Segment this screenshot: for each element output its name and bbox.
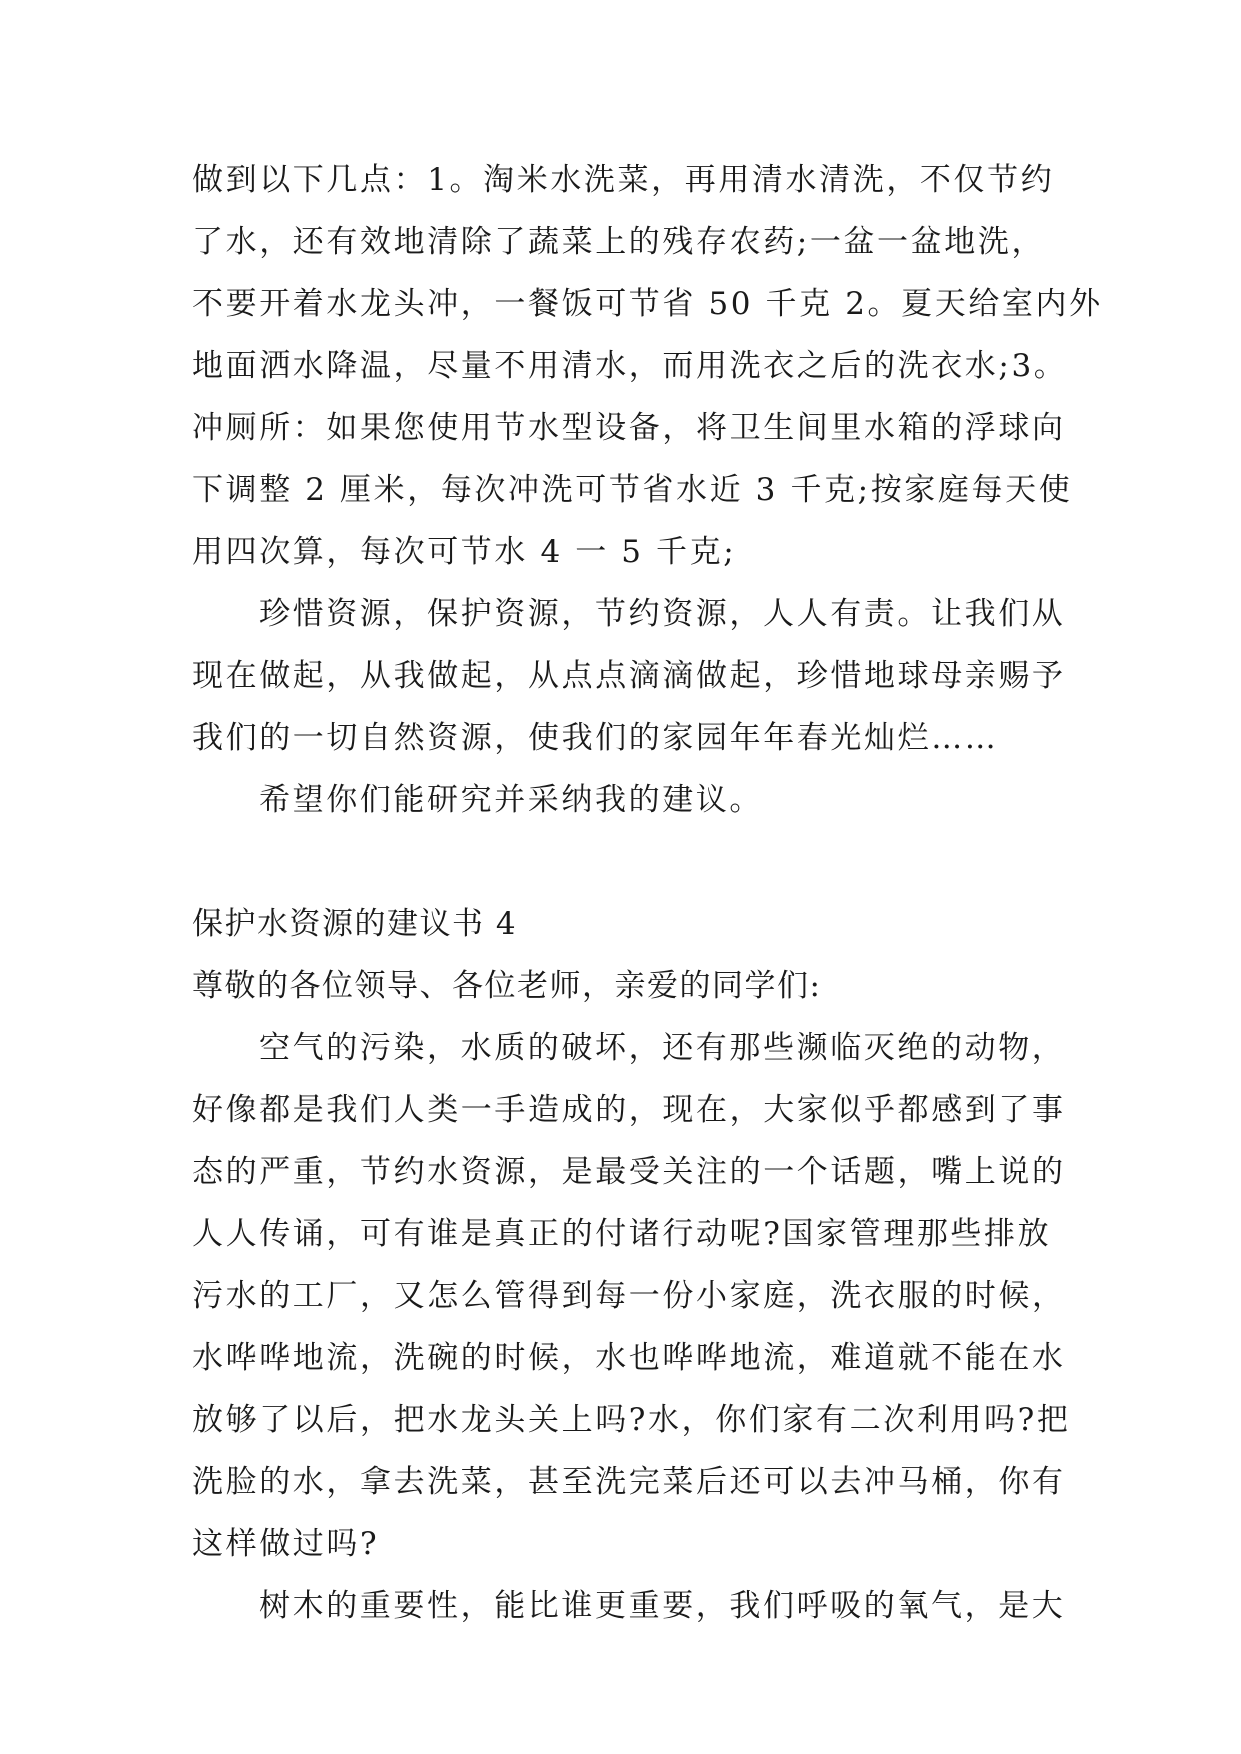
body-text-line: 水哗哗地流，洗碗的时候，水也哗哗地流，难道就不能在水	[192, 1340, 1066, 1376]
body-text-line: 珍惜资源，保护资源，节约资源，人人有责。让我们从	[259, 596, 1066, 632]
body-text-line: 树木的重要性，能比谁更重要，我们呼吸的氧气，是大	[259, 1588, 1066, 1624]
body-text-line: 做到以下几点：1。淘米水洗菜，再用清水清洗，不仅节约	[192, 162, 1055, 198]
body-text-line: 用四次算，每次可节水 4 一 5 千克;	[192, 534, 737, 570]
body-text-line: 人人传诵，可有谁是真正的付诸行动呢?国家管理那些排放	[192, 1216, 1052, 1252]
body-text-line: 我们的一切自然资源，使我们的家园年年春光灿烂……	[192, 720, 999, 756]
body-text-line: 放够了以后，把水龙头关上吗?水，你们家有二次利用吗?把	[192, 1402, 1071, 1438]
body-text-line: 空气的污染，水质的破坏，还有那些濒临灭绝的动物，	[259, 1030, 1066, 1066]
body-text-line: 下调整 2 厘米，每次冲洗可节省水近 3 千克;按家庭每天使	[192, 472, 1073, 508]
body-text-line: 了水，还有效地清除了蔬菜上的残存农药;一盆一盆地洗，	[192, 224, 1046, 260]
body-text-line: 冲厕所：如果您使用节水型设备，将卫生间里水箱的浮球向	[192, 410, 1066, 446]
body-text-line: 污水的工厂，又怎么管得到每一份小家庭，洗衣服的时候，	[192, 1278, 1066, 1314]
section-title: 保护水资源的建议书 4	[192, 906, 518, 942]
salutation: 尊敬的各位领导、各位老师，亲爱的同学们:	[192, 968, 822, 1004]
body-text-line: 不要开着水龙头冲，一餐饭可节省 50 千克 2。夏天给室内外	[192, 286, 1103, 322]
body-text-line: 洗脸的水，拿去洗菜，甚至洗完菜后还可以去冲马桶，你有	[192, 1464, 1066, 1500]
body-text-line: 地面洒水降温，尽量不用清水，而用洗衣之后的洗衣水;3。	[192, 348, 1068, 384]
body-text-line: 现在做起，从我做起，从点点滴滴做起，珍惜地球母亲赐予	[192, 658, 1066, 694]
body-text-line: 这样做过吗?	[192, 1526, 380, 1562]
body-text-line: 好像都是我们人类一手造成的，现在，大家似乎都感到了事	[192, 1092, 1066, 1128]
body-text-line: 态的严重，节约水资源，是最受关注的一个话题，嘴上说的	[192, 1154, 1066, 1190]
closing-sentence: 希望你们能研究并采纳我的建议。	[259, 782, 763, 818]
